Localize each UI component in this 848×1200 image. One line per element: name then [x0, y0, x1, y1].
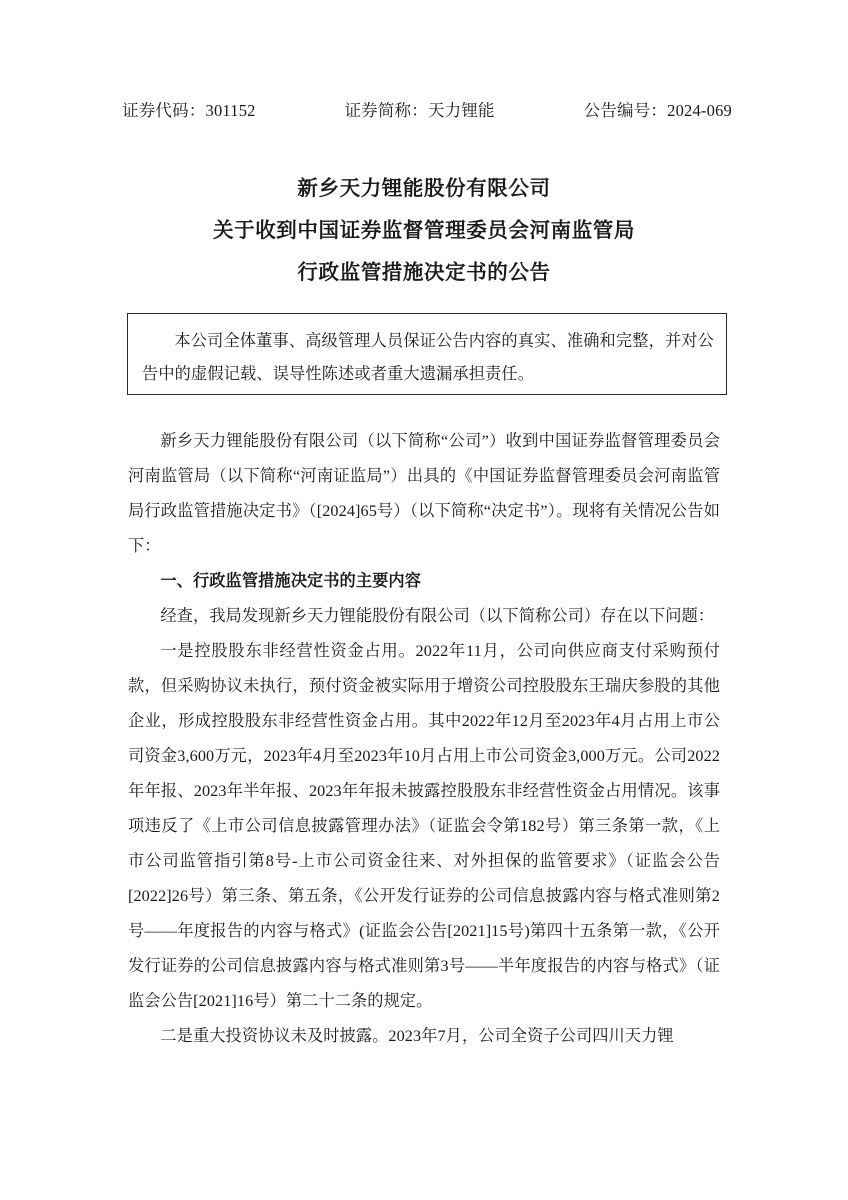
document-body [128, 424, 720, 1054]
disclaimer-box [127, 313, 727, 395]
paragraph-investigation: 经查，我局发现新乡天力锂能股份有限公司（以下简称公司）存在以下问题： [160, 607, 715, 625]
announcement-number: 公告编号：2024-069 [583, 101, 732, 120]
paragraph-intro: 新乡天力锂能股份有限公司（以下简称“公司”）收到中国证券监督管理委员会河南监管局（以下简称“河南证监局”）出具的《中国证券监督管理委员会河南监管局行政监管措施决定书》（[2024]65号）（以下简称“决定书”）。现将有关情况公告如下： [128, 432, 720, 555]
paragraph-issue-one: 一是控股股东非经营性资金占用。2022年11月，公司向供应商支付采购预付款，但采购协议未执行，预付资金被实际用于增资公司控股股东王瑞庆参股的其他企业，形成控股股东非经营性资金占用。其中2022年12月至2023年4月占用上市公司资金3,600万元，2023年4月至2023年10月占用上市公司资金3,000万元。公司2022年年报、2023年半年报、2023年年报未披露控股股东非经营性资金占用情况。该事项违反了《上市公司信息披露管理办法》（证监会令第182号）第三条第一款，《上市公司监管指引第8号-上市公司资金往来、对外担保的监管要求》（证监会公告[2022]26号）第三条、第五条，《公开发行证券的公司信息披露内容与格式准则第2号——年度报告的内容与格式》(证监会公告[2021]15号)第四十五条第一款，《公开发行证券的公司信息披露内容与格式准则第3号——半年度报告的内容与格式》（证监会公告[2021]16号）第二十二条的规定。 [128, 642, 720, 1010]
security-code: 证券代码：301152 [122, 101, 256, 120]
title-line-type: 行政监管措施决定书的公告 [297, 262, 551, 284]
paragraph-issue-two-partial: 二是重大投资协议未及时披露。2023年7月，公司全资子公司四川天力锂 [160, 1027, 674, 1045]
document-header [122, 97, 732, 121]
security-name: 证券简称：天力锂能 [344, 101, 495, 120]
title-line-company: 新乡天力锂能股份有限公司 [297, 178, 551, 200]
disclaimer-text: 本公司全体董事、高级管理人员保证公告内容的真实、准确和完整，并对公告中的虚假记载、误导性陈述或者重大遗漏承担责任。 [142, 332, 714, 383]
title-line-subject: 关于收到中国证券监督管理委员会河南监管局 [213, 220, 635, 242]
document-title [0, 168, 848, 294]
section-heading-main-content: 一、行政监管措施决定书的主要内容 [160, 572, 421, 590]
